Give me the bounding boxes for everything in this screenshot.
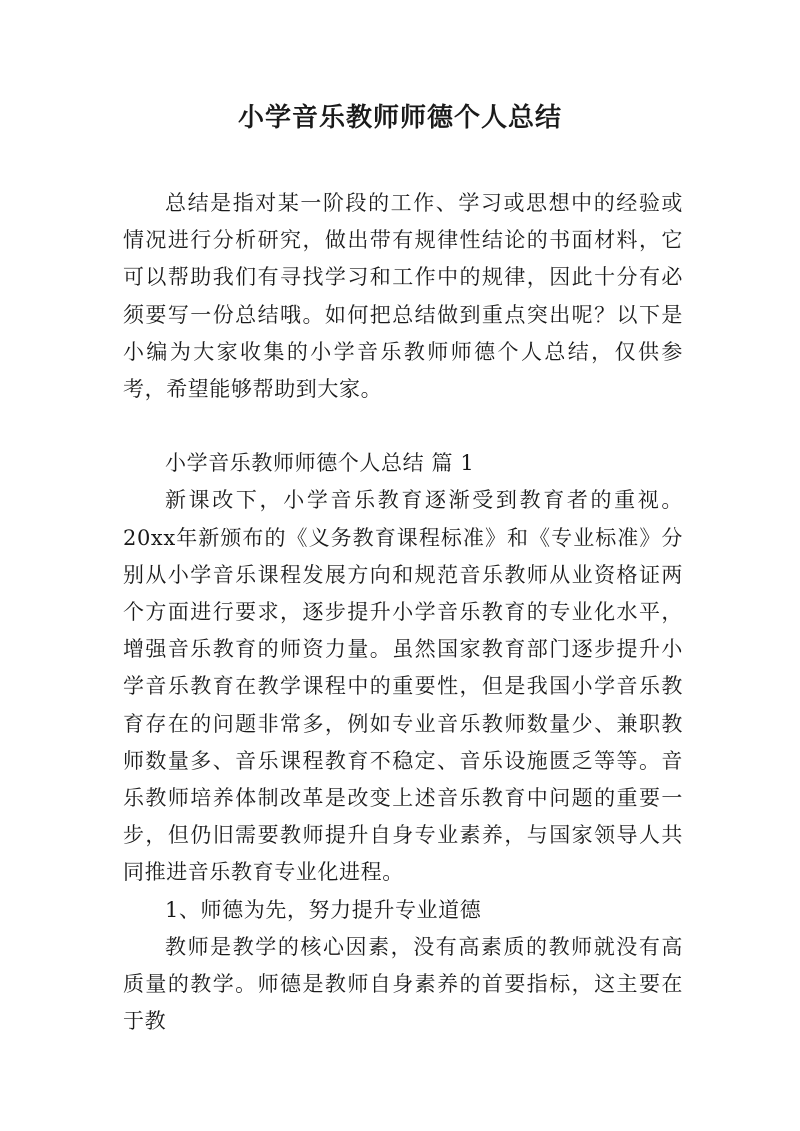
document-body — [123, 185, 683, 1040]
body-paragraph-1: 新课改下，小学音乐教育逐渐受到教育者的重视。20xx年新颁布的《义务教育课程标准》和《专业标准》分别从小学音乐课程发展方向和规范音乐教师从业资格证两个方面进行要求，逐步提升小学音乐教育的专业化水平，增强音乐教育的师资力量。虽然国家教育部门逐步提升小学音乐教育在教学课程中的重要性，但是我国小学音乐教育存在的问题非常多，例如专业音乐教师数量少、兼职教师数量多、音乐课程教育不稳定、音乐设施匮乏等等。音乐教师培养体制改革是改变上述音乐教育中问题的重要一步，但仍旧需要教师提升自身专业素养，与国家领导人共同推进音乐教育专业化进程。 — [123, 488, 683, 885]
intro-paragraph: 总结是指对某一阶段的工作、学习或思想中的经验或情况进行分析研究，做出带有规律性结论的书面材料，它可以帮助我们有寻找学习和工作中的规律，因此十分有必须要写一份总结哦。如何把总结做到重点突出呢？以下是小编为大家收集的小学音乐教师师德个人总结，仅供参考，希望能够帮助到大家。 — [123, 191, 683, 402]
document-title: 小学音乐教师师德个人总结 — [237, 103, 562, 133]
section-heading: 小学音乐教师师德个人总结 篇 1 — [165, 451, 475, 476]
subheading-1: 1、师德为先，努力提升专业道德 — [165, 897, 482, 922]
body-paragraph-2: 教师是教学的核心因素，没有高素质的教师就没有高质量的教学。师德是教师自身素养的首要指标，这主要在于教 — [123, 934, 683, 1034]
